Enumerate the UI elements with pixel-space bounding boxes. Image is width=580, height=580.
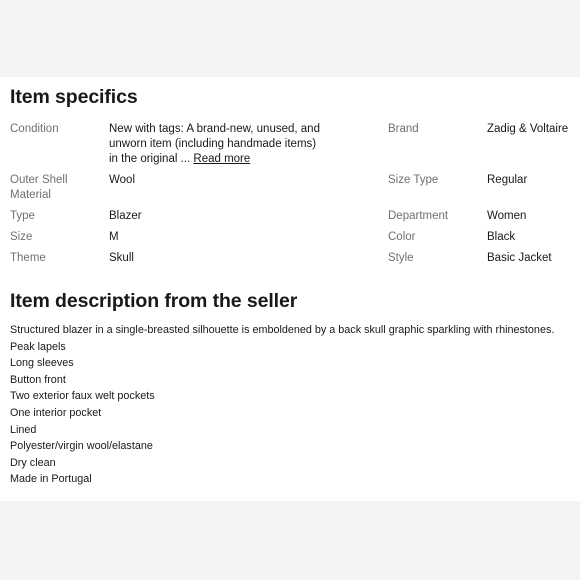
condition-line-3-text: in the original ... [109,153,191,165]
condition-line-3 [109,152,349,167]
department-label: Department [388,210,449,222]
condition-value [109,122,349,167]
department-value: Women [487,210,527,222]
type-label: Type [10,210,35,222]
description-line: Polyester/virgin wool/elastane [10,440,153,453]
item-specifics-heading: Item specifics [10,86,138,108]
outer-shell-label-line-2: Material [10,189,51,201]
description-line: Made in Portugal [10,473,92,486]
description-line: Peak lapels [10,340,66,353]
outer-shell-label-line-1: Outer Shell [10,174,68,186]
size-value: M [109,231,119,243]
description-line: Long sleeves [10,357,74,370]
outer-shell-value: Wool [109,174,135,186]
style-label: Style [388,252,414,264]
color-value: Black [487,231,516,243]
theme-value: Skull [109,252,134,264]
item-description-heading: Item description from the seller [10,290,298,312]
description-line: Structured blazer in a single-breasted silhouette is emboldened by a back skull graphic sparkling with rhinestones. [10,324,555,336]
description-line: Two exterior faux welt pockets [10,390,155,403]
condition-line-1: New with tags: A brand-new, unused, and [109,123,320,135]
theme-label: Theme [10,252,46,264]
size-type-label: Size Type [388,174,439,186]
description-line: One interior pocket [10,406,102,419]
condition-line-2: unworn item (including handmade items) [109,138,317,150]
outer-shell-label [10,173,100,203]
description-line: Button front [10,373,66,386]
color-label: Color [388,231,416,243]
style-value: Basic Jacket [487,252,552,264]
description-line: Lined [10,423,37,436]
brand-label: Brand [388,123,419,135]
size-label: Size [10,231,33,243]
type-value: Blazer [109,210,142,222]
description-line: Dry clean [10,456,56,469]
read-more-link[interactable]: Read more [193,153,251,165]
size-type-value: Regular [487,174,528,186]
item-description [10,322,576,488]
brand-value: Zadig & Voltaire [487,123,569,135]
condition-label: Condition [10,123,59,135]
